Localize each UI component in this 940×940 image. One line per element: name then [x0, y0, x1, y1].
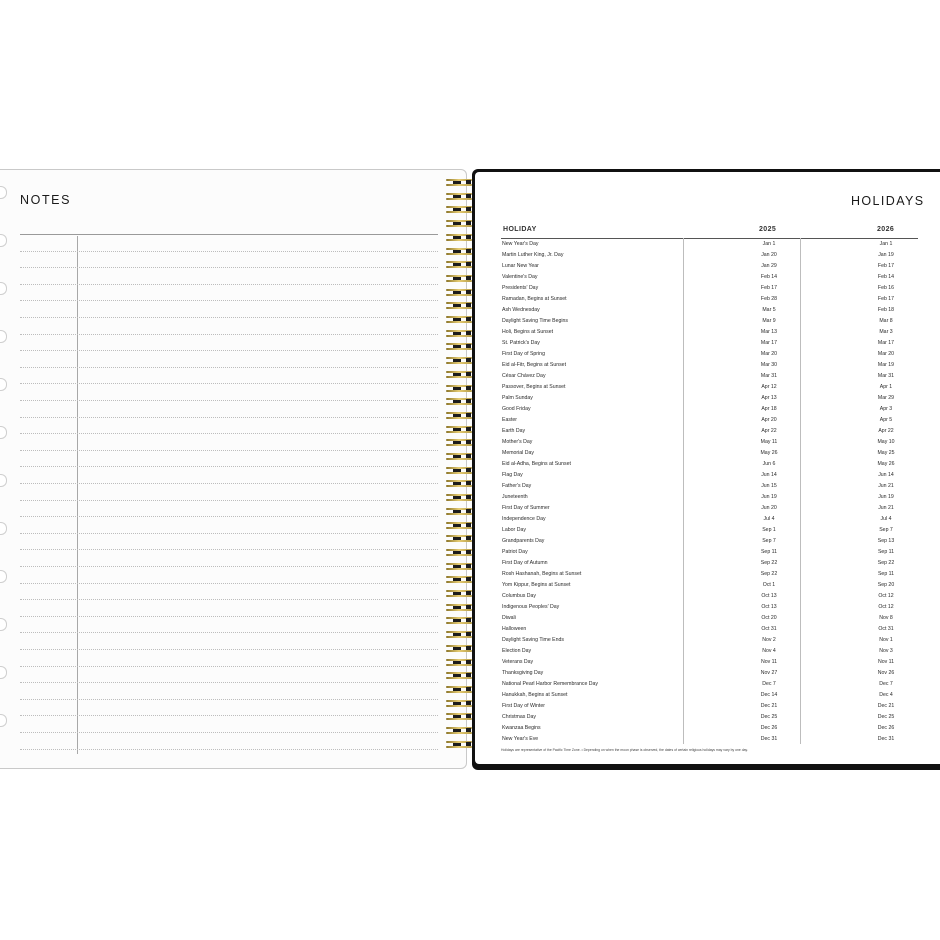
- holiday-row: [501, 326, 918, 337]
- holiday-date-2026: Jun 21: [878, 483, 894, 489]
- holiday-date-2025: Sep 22: [760, 560, 778, 566]
- holiday-date-2025: Apr 12: [761, 384, 777, 390]
- holiday-date-2026: May 26: [877, 461, 895, 467]
- holidays-title: HOLIDAYS: [851, 194, 925, 208]
- holiday-name: First Day of Winter: [502, 703, 545, 709]
- holiday-name: Eid al-Adha, Begins at Sunset: [502, 461, 571, 467]
- notes-line: [20, 516, 438, 517]
- spiral-coil: [446, 220, 472, 228]
- holiday-date-2025: Nov 4: [762, 648, 776, 654]
- holiday-row: [501, 656, 918, 667]
- holiday-date-2025: Oct 13: [761, 593, 777, 599]
- holiday-row: [501, 469, 918, 480]
- spiral-coil: [446, 453, 472, 461]
- holiday-row: [501, 645, 918, 656]
- holiday-date-2026: Dec 7: [879, 681, 893, 687]
- holiday-row: [501, 359, 918, 370]
- holiday-date-2026: Jan 19: [878, 252, 894, 258]
- tab-notch: [0, 714, 7, 727]
- notes-line: [20, 483, 438, 484]
- holiday-date-2025: Apr 13: [761, 395, 777, 401]
- holiday-date-2025: Feb 17: [760, 285, 778, 291]
- spiral-coil: [446, 398, 472, 406]
- tab-notch: [0, 234, 7, 247]
- holiday-row: [501, 260, 918, 271]
- holiday-date-2025: Dec 31: [760, 736, 778, 742]
- holiday-row: [501, 612, 918, 623]
- spiral-coil: [446, 193, 472, 201]
- holiday-date-2026: Jun 14: [878, 472, 894, 478]
- spiral-coil: [446, 330, 472, 338]
- holiday-date-2025: Mar 9: [762, 318, 776, 324]
- holiday-date-2025: Dec 7: [762, 681, 776, 687]
- holiday-date-2025: Dec 14: [760, 692, 778, 698]
- holiday-date-2026: Jan 1: [879, 241, 893, 247]
- holiday-name: Daylight Saving Time Ends: [502, 637, 564, 643]
- holiday-name: New Year's Day: [502, 241, 539, 247]
- holiday-date-2026: Dec 31: [877, 736, 895, 742]
- holiday-date-2026: Nov 26: [877, 670, 895, 676]
- spiral-coil: [446, 604, 472, 612]
- spiral-coil: [446, 713, 472, 721]
- holiday-date-2026: Sep 13: [877, 538, 895, 544]
- holiday-name: Diwali: [502, 615, 516, 621]
- holiday-date-2025: Jan 1: [762, 241, 776, 247]
- spiral-coil: [446, 659, 472, 667]
- spiral-coil: [446, 179, 472, 187]
- holidays-footnote: Holidays are representative of the Pacific Time Zone. • Depending on when the moon phase is observed, the dates of certain religious holidays may vary by one day.: [501, 748, 748, 752]
- notes-line: [20, 450, 438, 451]
- holiday-date-2026: Sep 11: [877, 549, 895, 555]
- notes-line: [20, 533, 438, 534]
- notes-line: [20, 666, 438, 667]
- spiral-coil: [446, 686, 472, 694]
- holiday-date-2026: Jun 21: [878, 505, 894, 511]
- holiday-name: National Pearl Harbor Remembrance Day: [502, 681, 599, 687]
- notes-line: [20, 649, 438, 650]
- holiday-row: [501, 447, 918, 458]
- holiday-date-2026: Oct 31: [878, 626, 894, 632]
- tab-notch: [0, 378, 7, 391]
- holiday-date-2026: Nov 11: [877, 659, 895, 665]
- holiday-date-2025: Feb 14: [760, 274, 778, 280]
- holiday-row: [501, 293, 918, 304]
- notes-line: [20, 334, 438, 335]
- holiday-date-2025: Jan 20: [761, 252, 777, 258]
- notes-line: [20, 383, 438, 384]
- spiral-coil: [446, 261, 472, 269]
- holiday-date-2025: Mar 17: [760, 340, 778, 346]
- holiday-date-2025: May 11: [760, 439, 778, 445]
- holiday-date-2026: Apr 3: [879, 406, 893, 412]
- holiday-date-2026: May 10: [877, 439, 895, 445]
- notes-line: [20, 732, 438, 733]
- holiday-row: [501, 480, 918, 491]
- holiday-date-2025: Sep 22: [760, 571, 778, 577]
- holiday-date-2025: Jun 14: [761, 472, 777, 478]
- spiral-coil: [446, 508, 472, 516]
- notes-ruled-area: [20, 234, 438, 754]
- holiday-name: Mother's Day: [502, 439, 533, 445]
- holiday-row: [501, 722, 918, 733]
- holiday-date-2025: Sep 7: [762, 538, 776, 544]
- spiral-coil: [446, 439, 472, 447]
- spiral-coil: [446, 672, 472, 680]
- holiday-name: First Day of Summer: [502, 505, 550, 511]
- holiday-row: [501, 436, 918, 447]
- holiday-row: [501, 238, 918, 249]
- spiral-coil: [446, 275, 472, 283]
- holiday-row: [501, 502, 918, 513]
- spiral-binding: [444, 179, 474, 769]
- holiday-name: Daylight Saving Time Begins: [502, 318, 569, 324]
- spiral-coil: [446, 631, 472, 639]
- spiral-coil: [446, 385, 472, 393]
- spiral-coil: [446, 302, 472, 310]
- spiral-coil: [446, 248, 472, 256]
- holiday-date-2026: Mar 8: [879, 318, 893, 324]
- holidays-page: [472, 169, 940, 770]
- holiday-row: [501, 623, 918, 634]
- holiday-row: [501, 249, 918, 260]
- notes-line: [20, 251, 438, 252]
- holidays-table-header: [501, 224, 918, 239]
- holiday-date-2025: Jun 6: [762, 461, 776, 467]
- holiday-name: Memorial Day: [502, 450, 534, 456]
- holiday-date-2025: Nov 27: [760, 670, 778, 676]
- holiday-date-2026: Nov 1: [879, 637, 893, 643]
- tab-notch: [0, 474, 7, 487]
- holiday-date-2025: Mar 30: [760, 362, 778, 368]
- holiday-date-2026: Sep 7: [879, 527, 893, 533]
- holiday-row: [501, 271, 918, 282]
- holiday-date-2025: Nov 11: [760, 659, 778, 665]
- holiday-date-2025: Sep 11: [760, 549, 778, 555]
- holiday-name: Columbus Day: [502, 593, 537, 599]
- notes-line: [20, 300, 438, 301]
- holiday-date-2026: Mar 29: [877, 395, 895, 401]
- spiral-coil: [446, 412, 472, 420]
- holiday-date-2026: Feb 14: [877, 274, 895, 280]
- spiral-coil: [446, 357, 472, 365]
- holiday-name: Election Day: [502, 648, 532, 654]
- holiday-date-2025: Apr 22: [761, 428, 777, 434]
- holiday-date-2026: Mar 17: [877, 340, 895, 346]
- holiday-date-2026: Mar 20: [877, 351, 895, 357]
- holiday-date-2026: Apr 5: [879, 417, 893, 423]
- holiday-date-2026: Feb 18: [877, 307, 895, 313]
- notes-line: [20, 284, 438, 285]
- holiday-row: [501, 546, 918, 557]
- holiday-date-2025: Jun 15: [761, 483, 777, 489]
- notes-margin-divider: [77, 236, 78, 754]
- notes-line: [20, 267, 438, 268]
- holiday-date-2026: Mar 31: [877, 373, 895, 379]
- holiday-row: [501, 370, 918, 381]
- holiday-date-2025: Feb 28: [760, 296, 778, 302]
- spiral-coil: [446, 590, 472, 598]
- holiday-name: Eid al-Fitr, Begins at Sunset: [502, 362, 567, 368]
- holiday-date-2026: Nov 8: [879, 615, 893, 621]
- holiday-date-2025: May 26: [760, 450, 778, 456]
- holiday-name: First Day of Spring: [502, 351, 545, 357]
- holiday-row: [501, 568, 918, 579]
- holiday-name: Earth Day: [502, 428, 526, 434]
- holiday-name: Easter: [502, 417, 517, 423]
- holiday-date-2026: Feb 16: [877, 285, 895, 291]
- holiday-name: Yom Kippur, Begins at Sunset: [502, 582, 571, 588]
- holiday-row: [501, 689, 918, 700]
- column-header-2025: 2025: [759, 226, 777, 233]
- holiday-row: [501, 425, 918, 436]
- notes-line: [20, 466, 438, 467]
- spiral-coil: [446, 727, 472, 735]
- holiday-name: Holi, Begins at Sunset: [502, 329, 554, 335]
- holiday-name: Christmas Day: [502, 714, 537, 720]
- spiral-coil: [446, 617, 472, 625]
- holiday-name: Hanukkah, Begins at Sunset: [502, 692, 568, 698]
- holiday-row: [501, 733, 918, 744]
- holiday-date-2025: Jun 19: [761, 494, 777, 500]
- holiday-name: Rosh Hashanah, Begins at Sunset: [502, 571, 582, 577]
- notes-line: [20, 699, 438, 700]
- holiday-name: Labor Day: [502, 527, 526, 533]
- spiral-coil: [446, 549, 472, 557]
- notes-line: [20, 715, 438, 716]
- holiday-row: [501, 524, 918, 535]
- holiday-date-2025: Jan 29: [761, 263, 777, 269]
- notes-line: [20, 350, 438, 351]
- holiday-date-2025: Jun 20: [761, 505, 777, 511]
- holiday-row: [501, 392, 918, 403]
- holiday-date-2026: Feb 17: [877, 296, 895, 302]
- notes-line: [20, 500, 438, 501]
- holiday-row: [501, 557, 918, 568]
- spiral-coil: [446, 343, 472, 351]
- holiday-name: Thanksgiving Day: [502, 670, 544, 676]
- holiday-date-2026: Mar 3: [879, 329, 893, 335]
- holiday-name: Juneteenth: [502, 494, 528, 500]
- holiday-date-2025: Mar 13: [760, 329, 778, 335]
- holiday-date-2026: Mar 19: [877, 362, 895, 368]
- spiral-coil: [446, 467, 472, 475]
- notes-page: [0, 169, 467, 769]
- spiral-coil: [446, 535, 472, 543]
- notes-top-rule: [20, 234, 438, 235]
- holiday-date-2025: Oct 1: [762, 582, 776, 588]
- holiday-name: Grandparents Day: [502, 538, 545, 544]
- holiday-row: [501, 579, 918, 590]
- spiral-coil: [446, 645, 472, 653]
- tab-notch: [0, 522, 7, 535]
- notes-line: [20, 583, 438, 584]
- holiday-name: Good Friday: [502, 406, 531, 412]
- tab-notch: [0, 618, 7, 631]
- holiday-date-2026: May 25: [877, 450, 895, 456]
- holiday-date-2026: Sep 11: [877, 571, 895, 577]
- spiral-coil: [446, 371, 472, 379]
- holiday-date-2026: Jun 19: [878, 494, 894, 500]
- holiday-name: César Chávez Day: [502, 373, 546, 379]
- holiday-date-2025: Nov 2: [762, 637, 776, 643]
- notes-line: [20, 599, 438, 600]
- holiday-row: [501, 667, 918, 678]
- spiral-coil: [446, 206, 472, 214]
- notes-line: [20, 400, 438, 401]
- holiday-name: Lunar New Year: [502, 263, 539, 269]
- holiday-date-2025: Apr 20: [761, 417, 777, 423]
- holiday-name: Independence Day: [502, 516, 546, 522]
- spiral-coil: [446, 289, 472, 297]
- holiday-row: [501, 491, 918, 502]
- holiday-name: Palm Sunday: [502, 395, 533, 401]
- holiday-row: [501, 348, 918, 359]
- holiday-date-2025: Jul 4: [763, 516, 775, 522]
- holiday-date-2026: Sep 22: [877, 560, 895, 566]
- holiday-name: Presidents' Day: [502, 285, 539, 291]
- holiday-date-2026: Dec 4: [879, 692, 893, 698]
- column-header-2026: 2026: [877, 226, 895, 233]
- spiral-coil: [446, 576, 472, 584]
- holiday-row: [501, 513, 918, 524]
- holiday-row: [501, 414, 918, 425]
- holiday-name: New Year's Eve: [502, 736, 539, 742]
- spiral-coil: [446, 426, 472, 434]
- tab-notch: [0, 186, 7, 199]
- holiday-date-2026: Jul 4: [880, 516, 892, 522]
- spiral-coil: [446, 494, 472, 502]
- column-header-holiday: HOLIDAY: [503, 226, 537, 233]
- holiday-name: Flag Day: [502, 472, 523, 478]
- notes-line: [20, 632, 438, 633]
- holiday-name: Valentine's Day: [502, 274, 538, 280]
- holidays-page-inner: [475, 172, 940, 764]
- tab-notch: [0, 570, 7, 583]
- spiral-coil: [446, 522, 472, 530]
- notes-title: NOTES: [20, 193, 72, 207]
- spiral-coil: [446, 563, 472, 571]
- holiday-name: First Day of Autumn: [502, 560, 548, 566]
- holiday-date-2026: Dec 25: [877, 714, 895, 720]
- holiday-name: Kwanzaa Begins: [502, 725, 541, 731]
- notes-line: [20, 317, 438, 318]
- holiday-row: [501, 634, 918, 645]
- tab-notch: [0, 666, 7, 679]
- notes-line: [20, 566, 438, 567]
- holiday-row: [501, 601, 918, 612]
- spiral-coil: [446, 700, 472, 708]
- holiday-row: [501, 590, 918, 601]
- holiday-name: St. Patrick's Day: [502, 340, 540, 346]
- spiral-coil: [446, 316, 472, 324]
- holiday-row: [501, 304, 918, 315]
- holiday-row: [501, 678, 918, 689]
- holiday-date-2026: Dec 21: [877, 703, 895, 709]
- holiday-row: [501, 381, 918, 392]
- holiday-date-2026: Apr 22: [878, 428, 894, 434]
- holiday-name: Martin Luther King, Jr. Day: [502, 252, 564, 258]
- holiday-date-2026: Apr 1: [879, 384, 893, 390]
- holiday-name: Veterans Day: [502, 659, 534, 665]
- holiday-row: [501, 458, 918, 469]
- holiday-row: [501, 403, 918, 414]
- spiral-coil: [446, 234, 472, 242]
- notes-line: [20, 417, 438, 418]
- holiday-date-2026: Oct 12: [878, 604, 894, 610]
- holiday-date-2025: Sep 1: [762, 527, 776, 533]
- holiday-date-2026: Dec 26: [877, 725, 895, 731]
- holiday-name: Ramadan, Begins at Sunset: [502, 296, 567, 302]
- holiday-name: Halloween: [502, 626, 527, 632]
- holiday-row: [501, 315, 918, 326]
- notes-line: [20, 749, 438, 750]
- holiday-row: [501, 282, 918, 293]
- holiday-date-2025: Oct 13: [761, 604, 777, 610]
- notes-line: [20, 549, 438, 550]
- tab-notch: [0, 330, 7, 343]
- holidays-table: [501, 238, 918, 744]
- holiday-date-2025: Dec 21: [760, 703, 778, 709]
- holiday-date-2025: Apr 18: [761, 406, 777, 412]
- holiday-row: [501, 535, 918, 546]
- notes-line: [20, 433, 438, 434]
- holiday-date-2025: Mar 20: [760, 351, 778, 357]
- holiday-date-2025: Mar 5: [762, 307, 776, 313]
- spiral-coil: [446, 741, 472, 749]
- holiday-name: Passover, Begins at Sunset: [502, 384, 566, 390]
- notes-line: [20, 616, 438, 617]
- holiday-name: Indigenous Peoples' Day: [502, 604, 560, 610]
- spiral-coil: [446, 480, 472, 488]
- holiday-date-2025: Dec 26: [760, 725, 778, 731]
- holiday-date-2025: Dec 25: [760, 714, 778, 720]
- holiday-date-2026: Feb 17: [877, 263, 895, 269]
- holiday-row: [501, 337, 918, 348]
- notes-line: [20, 682, 438, 683]
- holiday-date-2026: Sep 20: [877, 582, 895, 588]
- tab-notch: [0, 426, 7, 439]
- notes-line: [20, 367, 438, 368]
- holiday-date-2025: Mar 31: [760, 373, 778, 379]
- holiday-date-2025: Oct 31: [761, 626, 777, 632]
- holiday-date-2026: Nov 3: [879, 648, 893, 654]
- holiday-row: [501, 711, 918, 722]
- holiday-name: Patriot Day: [502, 549, 528, 555]
- holiday-date-2026: Oct 12: [878, 593, 894, 599]
- holiday-name: Father's Day: [502, 483, 532, 489]
- holiday-row: [501, 700, 918, 711]
- holiday-date-2025: Oct 20: [761, 615, 777, 621]
- tab-notch: [0, 282, 7, 295]
- holiday-name: Ash Wednesday: [502, 307, 540, 313]
